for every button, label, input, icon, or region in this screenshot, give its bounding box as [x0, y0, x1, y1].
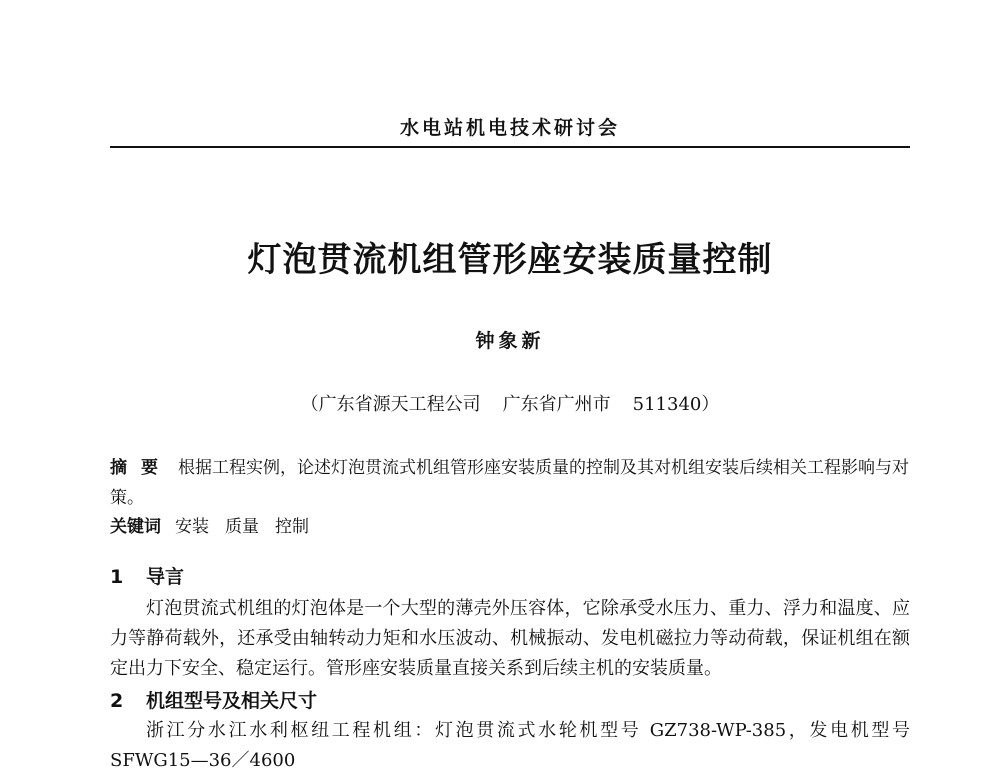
running-head: 水电站机电技术研讨会 [399, 117, 620, 139]
author-affiliation [110, 390, 910, 416]
paper-title: 灯泡贯流机组管形座安装质量控制 [247, 240, 773, 280]
section-title: 机组型号及相关尺寸 [146, 690, 318, 712]
keyword-item: 质量 [225, 517, 259, 537]
keywords-label: 关键词 [110, 517, 161, 537]
affiliation-company: （广东省源天工程公司 [300, 394, 481, 415]
section-number: 2 [110, 690, 124, 712]
keyword-item: 控制 [275, 517, 309, 537]
keyword-item: 安装 [175, 517, 209, 537]
affiliation-zip: 511340） [632, 394, 720, 415]
section-number: 1 [110, 566, 124, 588]
author-name: 钟象新 [475, 330, 545, 352]
affiliation-city: 广东省广州市 [502, 394, 611, 415]
section-heading [110, 562, 910, 589]
abstract-text: 根据工程实例，论述灯泡贯流式机组管形座安装质量的控制及其对机组安装后续相关工程影响与对策。 [110, 458, 909, 508]
section-paragraph: 浙江分水江水利枢纽工程机组：灯泡贯流式水轮机型号 GZ738-WP-385，发电机型号 SFWG15—36／4600 [110, 720, 910, 771]
abstract-label: 摘要 [110, 458, 172, 478]
section-title: 导言 [146, 566, 185, 588]
section-paragraph: 灯泡贯流式机组的灯泡体是一个大型的薄壳外压容体，它除承受水压力、重力、浮力和温度、应力等静荷载外，还承受由轴转动力矩和水压波动、机械振动、发电机磁拉力等动荷载，保证机组在额定出力下安全、稳定运行。管形座安装质量直接关系到后续主机的安装质量。 [110, 598, 910, 679]
abstract [110, 453, 910, 513]
section-heading [110, 686, 910, 713]
keywords [110, 512, 910, 542]
header-rule [110, 146, 910, 148]
